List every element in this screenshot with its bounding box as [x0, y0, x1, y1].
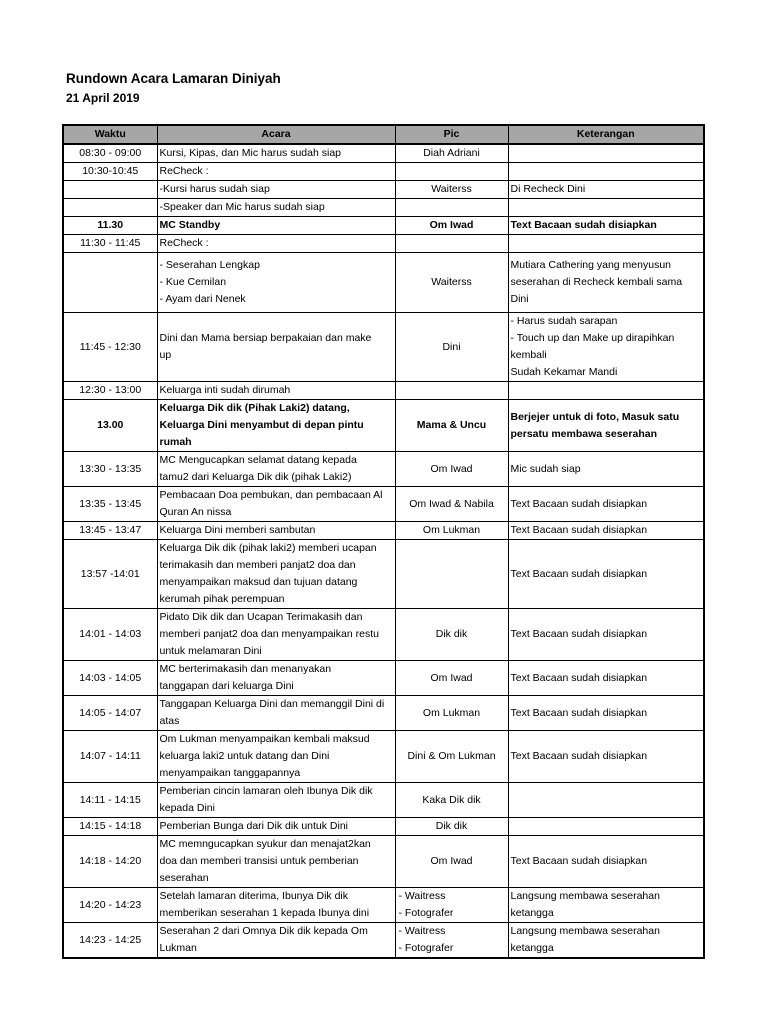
cell-pic	[395, 836, 508, 888]
cell-acara-line: MC Mengucapkan selamat datang kepada	[159, 454, 357, 466]
cell-acara-line: ReCheck :	[159, 237, 209, 249]
cell-pic-line: Dik dik	[435, 820, 468, 832]
cell-pic	[395, 923, 508, 959]
cell-acara-line: Pembacaan Doa pembukan, dan pembacaan Al	[159, 489, 383, 501]
table-body	[63, 144, 704, 958]
cell-acara-line: -Speaker dan Mic harus sudah siap	[159, 201, 325, 213]
cell-pic-line: Om Iwad	[430, 462, 473, 475]
cell-keterangan-line: ketangga	[510, 907, 554, 919]
cell-acara-line: Seserahan 2 dari Omnya Dik dik kepada Om	[159, 925, 368, 937]
cell-keterangan	[508, 818, 704, 836]
cell-acara	[157, 836, 395, 888]
cell-pic-line: - Fotografer	[398, 942, 454, 954]
cell-acara-line: kerumah pihak perempuan	[159, 593, 285, 605]
cell-acara	[157, 487, 395, 522]
cell-pic	[395, 609, 508, 661]
cell-acara	[157, 400, 395, 452]
table-row	[63, 888, 704, 923]
cell-acara	[157, 144, 395, 163]
cell-keterangan-line: Text Bacaan sudah disiapkan	[510, 567, 648, 580]
table-row	[63, 253, 704, 313]
cell-keterangan-line: Text Bacaan sudah disiapkan	[510, 855, 648, 867]
cell-pic	[395, 253, 508, 313]
cell-waktu: 14:18 - 14:20	[63, 836, 157, 888]
cell-pic	[395, 217, 508, 235]
cell-pic-line: Kaka Dik dik	[422, 793, 481, 806]
cell-keterangan-line: Di Recheck Dini	[510, 183, 586, 195]
cell-waktu: 14:11 - 14:15	[63, 783, 157, 818]
cell-waktu: 13:57 -14:01	[63, 540, 157, 609]
cell-keterangan-line: seserahan di Recheck kembali sama	[510, 276, 683, 288]
cell-acara-line: keluarga laki2 untuk datang dan Dini	[159, 750, 330, 762]
cell-acara-line: Setelah lamaran diterima, Ibunya Dik dik	[159, 890, 349, 902]
cell-keterangan	[508, 452, 704, 487]
cell-acara	[157, 783, 395, 818]
cell-pic-line: Waiterss	[431, 183, 472, 195]
cell-keterangan	[508, 400, 704, 452]
document-title: Rundown Acara Lamaran Diniyah	[66, 71, 281, 86]
table-row	[63, 818, 704, 836]
cell-keterangan-line: Text Bacaan sudah disiapkan	[510, 750, 648, 762]
cell-waktu: 14:01 - 14:03	[63, 609, 157, 661]
cell-acara	[157, 253, 395, 313]
cell-waktu	[63, 199, 157, 217]
cell-acara-line: Dini dan Mama bersiap berpakaian dan make	[159, 332, 372, 344]
cell-acara-line: menyampaikan maksud dan tujuan datang	[159, 576, 358, 588]
cell-acara	[157, 181, 395, 199]
cell-keterangan	[508, 836, 704, 888]
cell-keterangan-line: Dini	[510, 293, 529, 305]
cell-pic	[395, 696, 508, 731]
table-row	[63, 696, 704, 731]
cell-acara-line: MC Standby	[159, 219, 221, 231]
header-pic: Pic	[395, 125, 508, 144]
cell-acara	[157, 540, 395, 609]
cell-pic	[395, 144, 508, 163]
cell-keterangan	[508, 235, 704, 253]
rundown-table	[62, 124, 705, 959]
cell-pic-line: Dini	[442, 340, 461, 353]
cell-keterangan-line: - Touch up dan Make up dirapihkan	[510, 332, 675, 344]
cell-pic-line: - Fotografer	[398, 907, 454, 919]
cell-keterangan	[508, 199, 704, 217]
table-row	[63, 661, 704, 696]
cell-pic	[395, 199, 508, 217]
cell-acara-line: tanggapan dari keluarga Dini	[159, 680, 294, 692]
table-row	[63, 731, 704, 783]
cell-keterangan	[508, 382, 704, 400]
cell-keterangan	[508, 253, 704, 313]
cell-pic	[395, 400, 508, 452]
cell-acara-line: menyampaikan tanggapannya	[159, 767, 301, 779]
table-row	[63, 609, 704, 661]
cell-pic-line: Om Iwad	[429, 219, 474, 231]
table-row	[63, 382, 704, 400]
cell-keterangan	[508, 731, 704, 783]
header-keterangan: Keterangan	[508, 125, 704, 144]
cell-pic	[395, 487, 508, 522]
cell-waktu: 13:45 - 13:47	[63, 522, 157, 540]
cell-keterangan	[508, 163, 704, 181]
cell-acara	[157, 731, 395, 783]
cell-acara	[157, 522, 395, 540]
cell-pic-line: Waiterss	[431, 276, 472, 288]
cell-pic-line: Om Lukman	[422, 524, 481, 536]
cell-keterangan	[508, 181, 704, 199]
cell-acara	[157, 452, 395, 487]
table-row	[63, 235, 704, 253]
cell-waktu: 13:35 - 13:45	[63, 487, 157, 522]
table-row	[63, 836, 704, 888]
cell-acara-line: atas	[159, 715, 180, 727]
cell-acara-line: Pidato Dik dik dan Ucapan Terimakasih dan	[159, 611, 363, 623]
cell-keterangan-line: Text Bacaan sudah disiapkan	[510, 219, 657, 231]
cell-keterangan	[508, 696, 704, 731]
cell-acara	[157, 818, 395, 836]
cell-waktu: 14:23 - 14:25	[63, 923, 157, 959]
cell-keterangan-line: Text Bacaan sudah disiapkan	[510, 628, 648, 640]
cell-acara-line: - Kue Cemilan	[159, 276, 227, 288]
cell-keterangan-line: Mutiara Cathering yang menyusun	[510, 259, 672, 271]
cell-waktu: 13.00	[63, 400, 157, 452]
table-row	[63, 199, 704, 217]
cell-waktu: 08:30 - 09:00	[63, 144, 157, 163]
cell-pic-line: Om Iwad	[430, 855, 473, 867]
table-row	[63, 522, 704, 540]
cell-acara-line: - Ayam dari Nenek	[159, 293, 246, 305]
table-row	[63, 540, 704, 609]
cell-pic-line: - Waitress	[398, 925, 446, 937]
cell-pic	[395, 818, 508, 836]
cell-keterangan	[508, 522, 704, 540]
cell-pic-line: Mama & Uncu	[416, 419, 487, 431]
cell-acara-line: memberikan seserahan 1 kepada Ibunya dini	[159, 907, 370, 919]
cell-keterangan	[508, 923, 704, 959]
cell-keterangan	[508, 540, 704, 609]
cell-acara	[157, 217, 395, 235]
cell-acara	[157, 313, 395, 382]
cell-keterangan-line: Langsung membawa seserahan	[510, 925, 660, 937]
cell-pic-line: Dik dik	[435, 628, 468, 640]
document-date: 21 April 2019	[66, 91, 140, 105]
cell-pic	[395, 540, 508, 609]
cell-keterangan-line: persatu membawa seserahan	[510, 427, 657, 440]
cell-pic	[395, 452, 508, 487]
cell-pic	[395, 661, 508, 696]
table-row	[63, 181, 704, 199]
table-row	[63, 313, 704, 382]
cell-acara-line: rumah	[159, 436, 192, 448]
cell-keterangan	[508, 661, 704, 696]
cell-keterangan-line: Text Bacaan sudah disiapkan	[510, 706, 648, 719]
cell-pic-line: Om Iwad	[430, 671, 473, 684]
cell-acara-line: Keluarga inti sudah dirumah	[159, 384, 291, 396]
cell-pic	[395, 382, 508, 400]
cell-keterangan-line: Mic sudah siap	[510, 462, 581, 475]
cell-pic	[395, 313, 508, 382]
cell-acara	[157, 696, 395, 731]
table-header-row	[63, 125, 704, 144]
cell-acara-line: terimakasih dan memberi panjat2 doa dan	[159, 559, 356, 571]
table-row	[63, 217, 704, 235]
cell-waktu: 12:30 - 13:00	[63, 382, 157, 400]
cell-acara-line: Lukman	[159, 942, 197, 954]
cell-acara-line: doa dan memberi transisi untuk pemberian	[159, 855, 359, 867]
cell-waktu: 14:03 - 14:05	[63, 661, 157, 696]
cell-acara	[157, 235, 395, 253]
cell-acara-line: MC memngucapkan syukur dan menajat2kan	[159, 838, 371, 850]
cell-acara-line: Keluarga Dini memberi sambutan	[159, 524, 316, 536]
cell-acara-line: Keluarga Dik dik (Pihak Laki2) datang,	[159, 402, 350, 414]
cell-acara-line: Pemberian cincin lamaran oleh Ibunya Dik dik	[159, 785, 373, 797]
cell-keterangan	[508, 144, 704, 163]
table-row	[63, 923, 704, 959]
cell-acara	[157, 609, 395, 661]
cell-acara-line: untuk melamaran Dini	[159, 645, 262, 657]
cell-pic	[395, 522, 508, 540]
cell-acara-line: Kursi, Kipas, dan Mic harus sudah siap	[159, 147, 342, 159]
table-row	[63, 144, 704, 163]
table-row	[63, 163, 704, 181]
cell-acara	[157, 382, 395, 400]
cell-acara	[157, 661, 395, 696]
cell-pic-line: Dini & Om Lukman	[407, 750, 496, 762]
cell-acara-line: Om Lukman menyampaikan kembali maksud	[159, 733, 370, 745]
cell-keterangan	[508, 487, 704, 522]
cell-keterangan-line: kembali	[510, 349, 547, 361]
cell-pic-line: Om Iwad & Nabila	[409, 497, 494, 510]
cell-waktu: 11:45 - 12:30	[63, 313, 157, 382]
cell-pic	[395, 163, 508, 181]
cell-pic-line: Om Lukman	[422, 706, 481, 719]
cell-waktu: 11:30 - 11:45	[63, 235, 157, 253]
cell-acara	[157, 199, 395, 217]
cell-keterangan-line: Text Bacaan sudah disiapkan	[510, 524, 648, 536]
cell-keterangan	[508, 217, 704, 235]
cell-pic	[395, 235, 508, 253]
cell-acara-line: tamu2 dari Keluarga Dik dik (pihak Laki2)	[159, 471, 352, 483]
cell-waktu: 14:15 - 14:18	[63, 818, 157, 836]
cell-acara-line: memberi panjat2 doa dan menyampaikan restu	[159, 628, 379, 640]
cell-waktu	[63, 181, 157, 199]
cell-pic	[395, 783, 508, 818]
cell-keterangan	[508, 783, 704, 818]
cell-pic	[395, 888, 508, 923]
cell-acara	[157, 888, 395, 923]
table-row	[63, 400, 704, 452]
table-row	[63, 452, 704, 487]
cell-acara-line: kepada Dini	[159, 802, 215, 814]
table-row	[63, 487, 704, 522]
cell-acara-line: Pemberian Bunga dari Dik dik untuk Dini	[159, 820, 349, 832]
cell-keterangan-line: - Harus sudah sarapan	[510, 315, 618, 327]
header-acara: Acara	[157, 125, 395, 144]
cell-acara	[157, 163, 395, 181]
cell-acara-line: up	[159, 349, 172, 361]
cell-acara-line: Tanggapan Keluarga Dini dan memanggil Dini di	[159, 698, 385, 710]
cell-keterangan	[508, 609, 704, 661]
cell-keterangan-line: Text Bacaan sudah disiapkan	[510, 497, 648, 510]
cell-acara-line: seserahan	[159, 872, 209, 884]
cell-waktu	[63, 253, 157, 313]
cell-keterangan-line: Langsung membawa seserahan	[510, 890, 660, 902]
cell-keterangan-line: Text Bacaan sudah disiapkan	[510, 671, 648, 684]
cell-acara-line: MC berterimakasih dan menanyakan	[159, 663, 332, 675]
cell-pic-line: Diah Adriani	[423, 147, 480, 159]
cell-keterangan	[508, 888, 704, 923]
cell-acara-line: ReCheck :	[159, 165, 209, 177]
cell-acara-line: -Kursi harus sudah siap	[159, 183, 270, 195]
cell-waktu: 13:30 - 13:35	[63, 452, 157, 487]
cell-pic	[395, 181, 508, 199]
cell-acara-line: - Seserahan Lengkap	[159, 259, 260, 271]
cell-keterangan-line: ketangga	[510, 942, 554, 954]
cell-pic	[395, 731, 508, 783]
cell-keterangan	[508, 313, 704, 382]
cell-waktu: 14:05 - 14:07	[63, 696, 157, 731]
cell-pic-line: - Waitress	[398, 890, 446, 902]
cell-acara	[157, 923, 395, 959]
cell-waktu: 10:30-10:45	[63, 163, 157, 181]
cell-keterangan-line: Berjejer untuk di foto, Masuk satu	[510, 410, 680, 423]
cell-acara-line: Keluarga Dini menyambut di depan pintu	[159, 419, 364, 431]
cell-acara-line: Quran An nissa	[159, 506, 232, 518]
header-waktu: Waktu	[63, 125, 157, 144]
cell-keterangan-line: Sudah Kekamar Mandi	[510, 366, 618, 378]
cell-waktu: 14:20 - 14:23	[63, 888, 157, 923]
cell-waktu: 14:07 - 14:11	[63, 731, 157, 783]
cell-acara-line: Keluarga Dik dik (pihak laki2) memberi ucapan	[159, 542, 377, 554]
table-row	[63, 783, 704, 818]
cell-waktu: 11.30	[63, 217, 157, 235]
